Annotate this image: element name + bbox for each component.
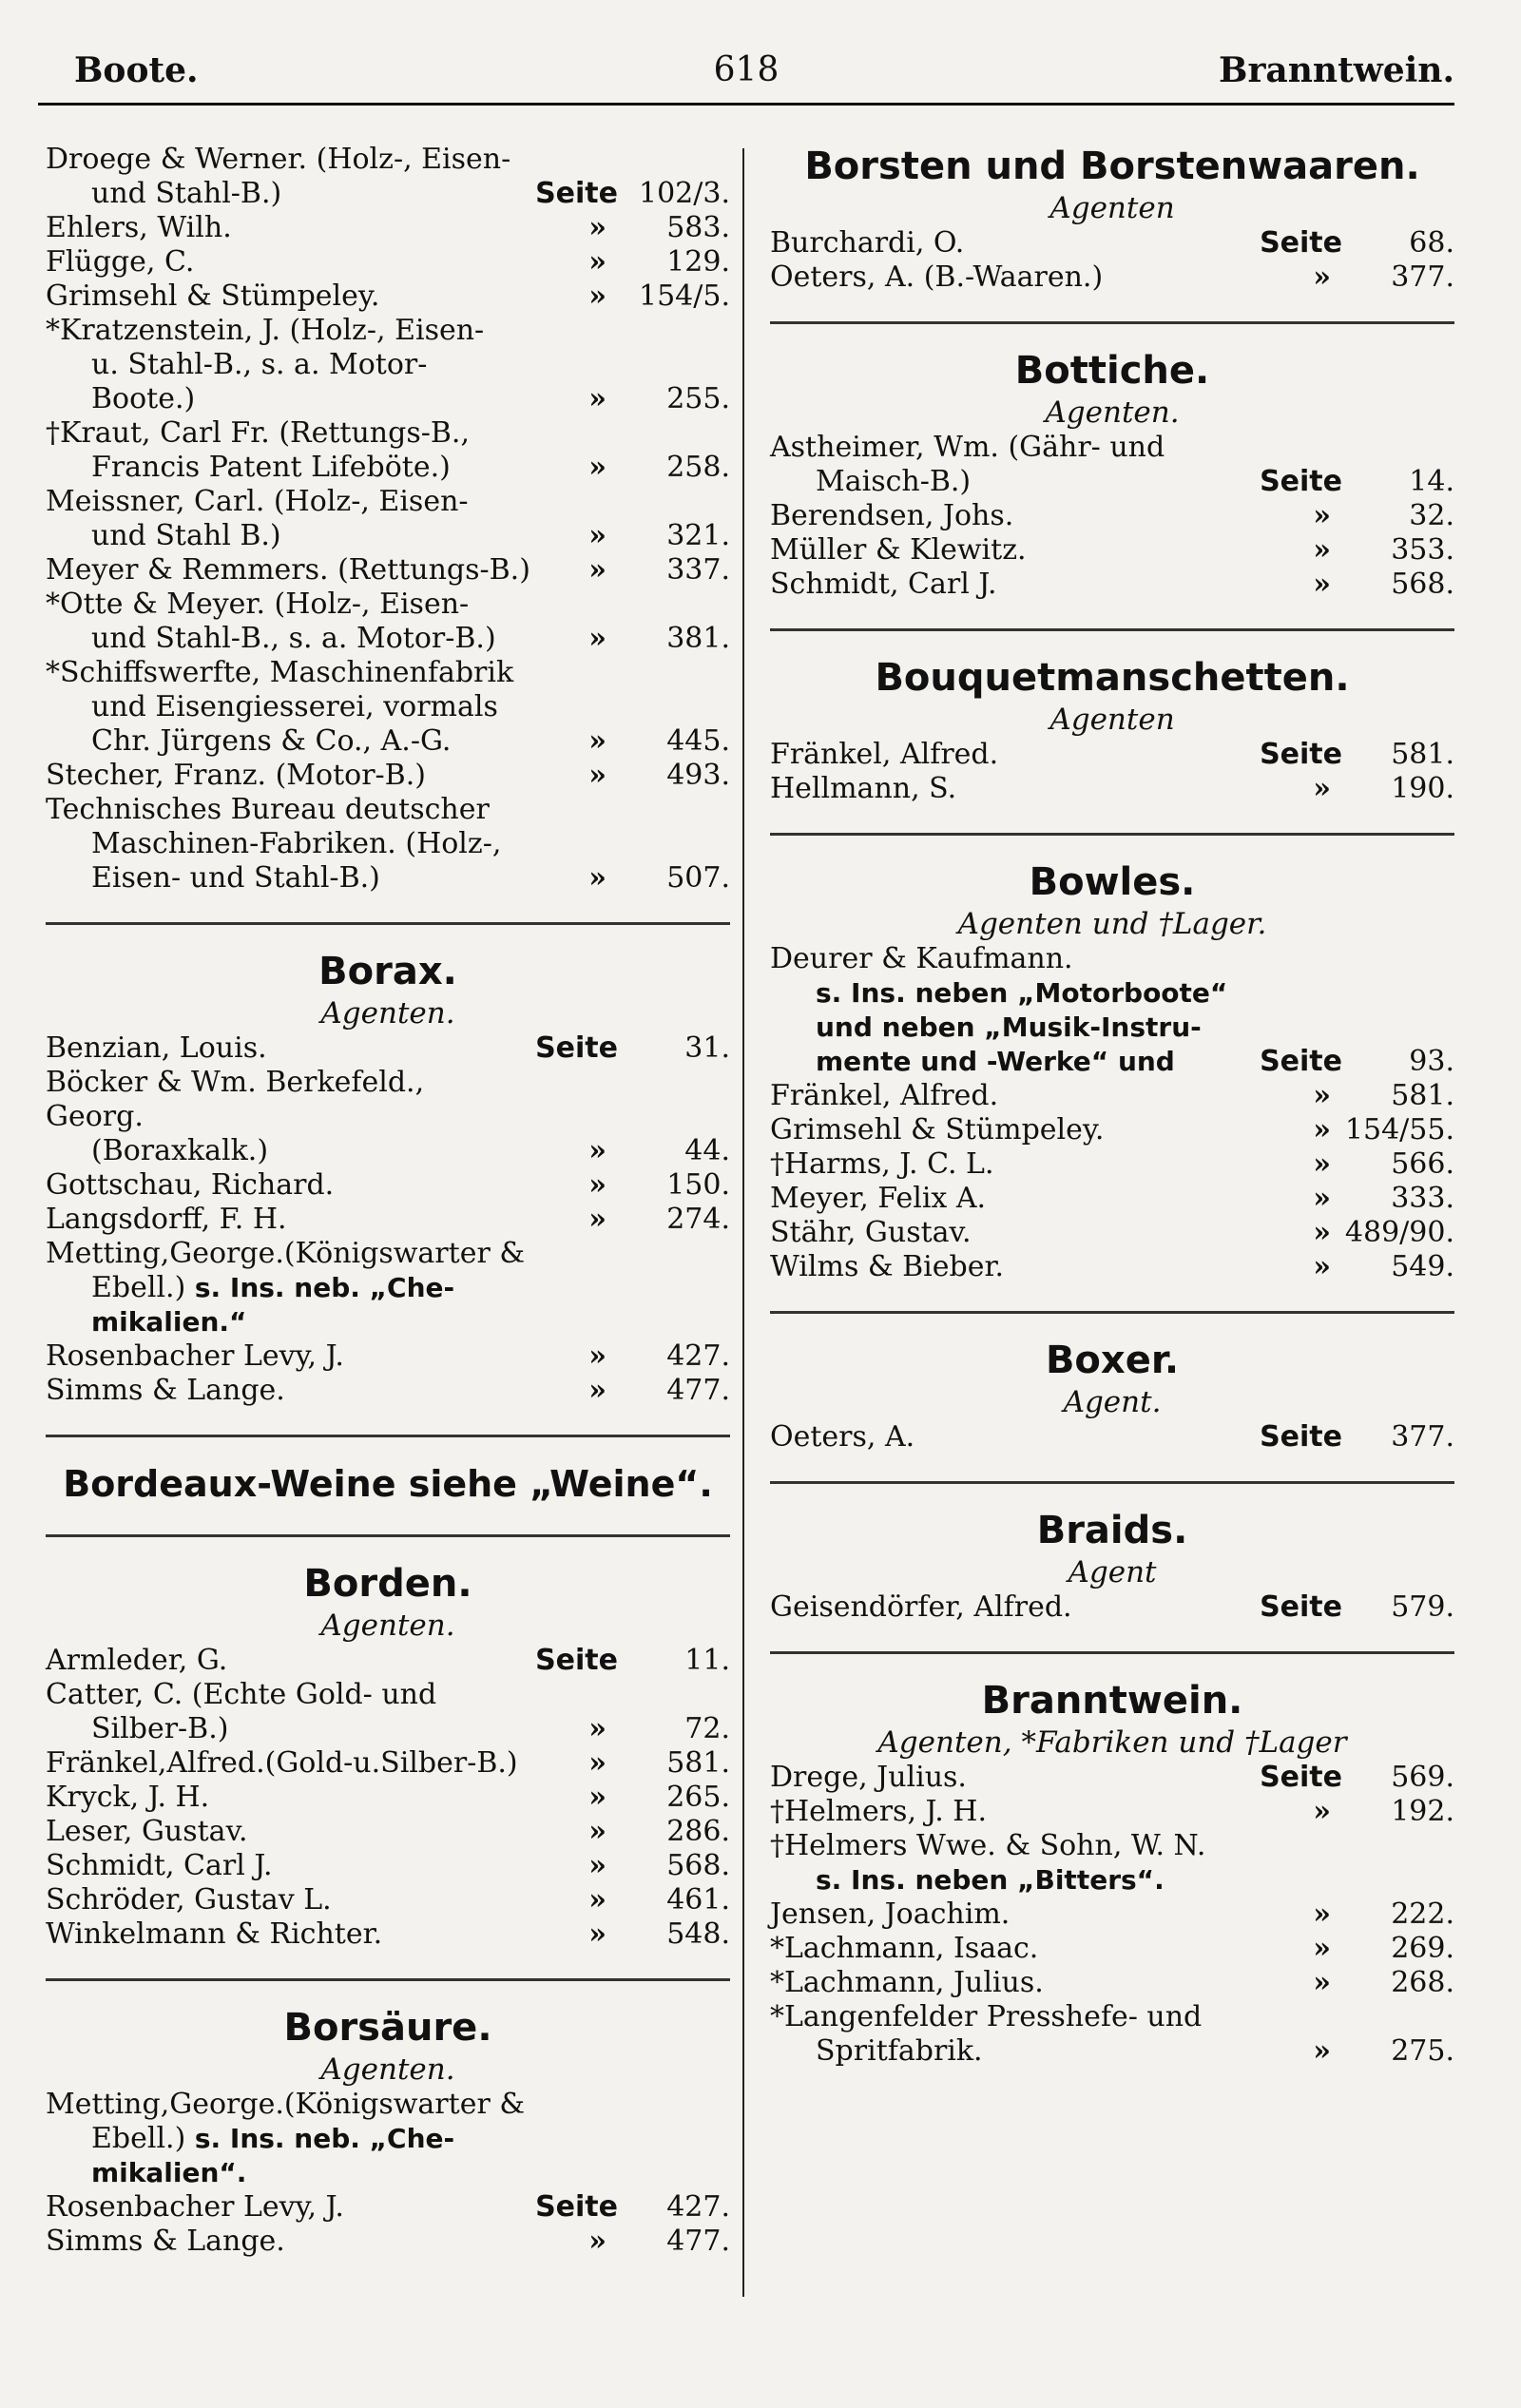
entry-name: Spritfabrik. bbox=[816, 2034, 983, 2068]
page-reference: 493. bbox=[666, 759, 730, 792]
index-entry bbox=[770, 1216, 1454, 1250]
section-title: Borsten und Borstenwaaren. bbox=[804, 144, 1420, 188]
entry-list bbox=[46, 1339, 730, 1408]
page-reference: 489/90. bbox=[1344, 1216, 1454, 1249]
page-reference: 581. bbox=[666, 1746, 730, 1780]
page-reference: 337. bbox=[666, 553, 730, 587]
index-entry bbox=[770, 568, 1454, 602]
entry-name: Ebell.) bbox=[91, 1271, 186, 1304]
entry-name: (Boraxkalk.) bbox=[91, 1134, 269, 1167]
entry-list bbox=[770, 431, 1454, 602]
page-label: » bbox=[588, 1883, 606, 1917]
page-reference: 333. bbox=[1391, 1182, 1454, 1215]
entry-list bbox=[770, 1079, 1454, 1284]
page-reference: 549. bbox=[1391, 1250, 1454, 1283]
entry-name: Meissner, Carl. (Holz-, Eisen- bbox=[46, 485, 469, 518]
page-label: » bbox=[1313, 1182, 1331, 1215]
entry-name: Schmidt, Carl J. bbox=[46, 1849, 273, 1882]
entry-name: Simms & Lange. bbox=[46, 2225, 285, 2258]
index-entry bbox=[46, 314, 730, 416]
index-entry bbox=[770, 1250, 1454, 1284]
index-entry bbox=[46, 588, 730, 656]
page-reference: 222. bbox=[1391, 1898, 1454, 1931]
entry-list bbox=[46, 1644, 730, 1952]
index-entry bbox=[770, 1079, 1454, 1113]
entry-name: †Helmers, J. H. bbox=[770, 1795, 987, 1828]
index-entry bbox=[770, 1420, 1454, 1454]
section-rule bbox=[46, 1435, 730, 1437]
index-entry bbox=[46, 1031, 730, 1066]
index-entry bbox=[46, 656, 730, 759]
page-reference: 427. bbox=[666, 2190, 730, 2224]
entry-name: Chr. Jürgens & Co., A.-G. bbox=[91, 724, 452, 758]
page-label: » bbox=[588, 245, 606, 279]
section-bottiche bbox=[770, 347, 1454, 602]
section-rule bbox=[46, 922, 730, 925]
entry-list bbox=[770, 226, 1454, 295]
index-entry bbox=[770, 260, 1454, 295]
page-reference: 377. bbox=[1391, 260, 1454, 294]
index-entry bbox=[46, 793, 730, 896]
index-entry bbox=[46, 2088, 730, 2190]
page-reference: 286. bbox=[666, 1815, 730, 1848]
section-title: Branntwein. bbox=[981, 1679, 1243, 1723]
page-label: Seite bbox=[1260, 1045, 1342, 1078]
page-label: » bbox=[1313, 260, 1331, 294]
page-reference: 477. bbox=[666, 2225, 730, 2258]
entry-name: Rosenbacher Levy, J. bbox=[46, 1339, 344, 1373]
entry-name: †Kraut, Carl Fr. (Rettungs-B., bbox=[46, 416, 470, 450]
section-title: Borden. bbox=[303, 1562, 472, 1606]
entry-name: Maschinen-Fabriken. (Holz-, bbox=[91, 827, 502, 860]
page-label: » bbox=[588, 1339, 606, 1373]
page-number: 618 bbox=[713, 50, 780, 89]
index-entry bbox=[770, 1761, 1454, 1795]
page-label: » bbox=[588, 1917, 606, 1951]
page-label: » bbox=[1313, 1250, 1331, 1283]
index-entry bbox=[770, 1829, 1454, 1898]
section-subtitle: Agenten bbox=[1049, 191, 1175, 225]
entry-name: *Schiffswerfte, Maschinenfabrik bbox=[46, 656, 514, 689]
section-subtitle: Agent. bbox=[1063, 1385, 1162, 1419]
entry-name: Grimsehl & Stümpeley. bbox=[770, 1113, 1105, 1146]
page-reference: 566. bbox=[1391, 1147, 1454, 1181]
page-label: Seite bbox=[535, 2190, 618, 2224]
entry-name: *Lachmann, Julius. bbox=[770, 1966, 1044, 1999]
index-entry bbox=[770, 2000, 1454, 2069]
page-label: » bbox=[1313, 1932, 1331, 1965]
index-entry bbox=[770, 499, 1454, 533]
page-label: Seite bbox=[1260, 465, 1342, 498]
insert-note: mente und -Werke“ und bbox=[816, 1046, 1175, 1077]
page-label: » bbox=[588, 1168, 606, 1202]
entry-name: Meyer, Felix A. bbox=[770, 1182, 987, 1215]
section-title: Boxer. bbox=[1045, 1339, 1180, 1382]
entry-name: Oeters, A. bbox=[770, 1420, 915, 1454]
index-entry bbox=[46, 1203, 730, 1237]
page-label: » bbox=[588, 861, 606, 895]
page-reference: 275. bbox=[1391, 2034, 1454, 2068]
entry-name: Silber-B.) bbox=[91, 1712, 229, 1745]
page-reference: 569. bbox=[1391, 1761, 1454, 1794]
index-entry bbox=[46, 1168, 730, 1203]
entry-name: Geisendörfer, Alfred. bbox=[770, 1590, 1072, 1624]
page-reference: 568. bbox=[666, 1849, 730, 1882]
entry-name: Fränkel,Alfred.(Gold-u.Silber-B.) bbox=[46, 1746, 518, 1780]
page-label: » bbox=[588, 519, 606, 552]
page-label: » bbox=[1313, 499, 1331, 532]
page-reference: 255. bbox=[666, 382, 730, 415]
page-reference: 192. bbox=[1391, 1795, 1454, 1828]
index-entry bbox=[770, 942, 1454, 1079]
index-entry bbox=[770, 1590, 1454, 1625]
page-label: » bbox=[588, 279, 606, 313]
section-rule bbox=[770, 1481, 1454, 1484]
page-label: » bbox=[588, 382, 606, 415]
index-entry bbox=[770, 1795, 1454, 1829]
section-subtitle: Agenten bbox=[1049, 703, 1175, 737]
page-reference: 11. bbox=[684, 1644, 730, 1677]
section-subtitle: Agent bbox=[1068, 1555, 1157, 1589]
left-column bbox=[46, 143, 730, 2259]
index-entry bbox=[46, 416, 730, 485]
page-label: » bbox=[588, 1849, 606, 1882]
index-entry bbox=[770, 1898, 1454, 1932]
page-label: Seite bbox=[535, 177, 618, 210]
index-entry bbox=[770, 1932, 1454, 1966]
page-label: Seite bbox=[535, 1031, 618, 1065]
page-reference: 568. bbox=[1391, 568, 1454, 601]
entry-name: Berendsen, Johs. bbox=[770, 499, 1014, 532]
index-entry bbox=[46, 1883, 730, 1917]
section-boxer bbox=[770, 1337, 1454, 1454]
page-label: » bbox=[1313, 1966, 1331, 1999]
index-entry bbox=[46, 553, 730, 588]
section-braids bbox=[770, 1507, 1454, 1625]
page-label: Seite bbox=[1260, 1420, 1342, 1454]
page-reference: 258. bbox=[666, 451, 730, 484]
page-reference: 265. bbox=[666, 1781, 730, 1814]
index-entry bbox=[770, 738, 1454, 772]
page-label: » bbox=[588, 1712, 606, 1745]
insert-note: s. Ins. neb. „Che- bbox=[194, 2123, 455, 2154]
insert-note: und neben „Musik-Instru- bbox=[816, 1011, 1202, 1043]
page-label: Seite bbox=[1260, 1590, 1342, 1624]
index-entry bbox=[46, 279, 730, 314]
index-entry bbox=[46, 2190, 730, 2225]
entry-name: Müller & Klewitz. bbox=[770, 533, 1027, 567]
index-entry bbox=[46, 211, 730, 245]
page-reference: 581. bbox=[1391, 738, 1454, 771]
page-reference: 353. bbox=[1391, 533, 1454, 567]
page-label: » bbox=[588, 1374, 606, 1407]
entry-name: Droege & Werner. (Holz-, Eisen- bbox=[46, 143, 511, 176]
index-entry bbox=[770, 1147, 1454, 1182]
entry-name: und Stahl B.) bbox=[91, 519, 281, 552]
page-label: Seite bbox=[1260, 226, 1342, 260]
section-borsaeure bbox=[46, 2004, 730, 2259]
section-subtitle: Agenten. bbox=[320, 1609, 455, 1643]
page-label: » bbox=[1313, 533, 1331, 567]
index-entry bbox=[770, 533, 1454, 568]
index-entry bbox=[46, 1815, 730, 1849]
entry-list bbox=[46, 2190, 730, 2259]
entry-name: Leser, Gustav. bbox=[46, 1815, 248, 1848]
page-label: » bbox=[588, 451, 606, 484]
right-column bbox=[770, 143, 1454, 2069]
page-reference: 154/5. bbox=[639, 279, 730, 313]
page-reference: 274. bbox=[666, 1203, 730, 1236]
cross-reference: Bordeaux-Weine siehe „Weine“. bbox=[63, 1463, 713, 1505]
section-rule bbox=[46, 1534, 730, 1537]
entry-name: Flügge, C. bbox=[46, 245, 195, 279]
page-reference: 377. bbox=[1391, 1420, 1454, 1454]
section-borden bbox=[46, 1560, 730, 1952]
page-label: » bbox=[1313, 1216, 1331, 1249]
entry-name: Eisen- und Stahl-B.) bbox=[91, 861, 380, 895]
page-label: » bbox=[588, 759, 606, 792]
section-title: Borsäure. bbox=[283, 2006, 492, 2050]
entry-name: Stähr, Gustav. bbox=[770, 1216, 972, 1249]
entry-list bbox=[46, 1031, 730, 1237]
entry-name: Drege, Julius. bbox=[770, 1761, 967, 1794]
entry-list bbox=[770, 738, 1454, 806]
entry-name: Deurer & Kaufmann. bbox=[770, 942, 1073, 975]
page-reference: 44. bbox=[684, 1134, 730, 1167]
page-label: » bbox=[1313, 1079, 1331, 1112]
entry-name: Astheimer, Wm. (Gähr- und bbox=[770, 431, 1165, 464]
page-label: » bbox=[1313, 772, 1331, 805]
page-reference: 14. bbox=[1409, 465, 1454, 498]
section-subtitle: Agenten, *Fabriken und †Lager bbox=[877, 1725, 1347, 1760]
page-header bbox=[38, 44, 1454, 101]
entry-name: *Langenfelder Presshefe- und bbox=[770, 2000, 1203, 2033]
index-entry bbox=[46, 1237, 730, 1339]
page-reference: 579. bbox=[1391, 1590, 1454, 1624]
entry-name: Armleder, G. bbox=[46, 1644, 228, 1677]
section-subtitle: Agenten. bbox=[1045, 395, 1180, 430]
header-rule bbox=[38, 103, 1454, 106]
entry-name: Winkelmann & Richter. bbox=[46, 1917, 383, 1951]
page-reference: 154/55. bbox=[1344, 1113, 1454, 1146]
page-label: Seite bbox=[1260, 1761, 1342, 1794]
page-label: » bbox=[1313, 1113, 1331, 1146]
index-entry bbox=[46, 2225, 730, 2259]
index-entry bbox=[770, 226, 1454, 260]
entry-name: †Harms, J. C. L. bbox=[770, 1147, 994, 1181]
entry-list bbox=[770, 1590, 1454, 1625]
insert-note: s. Ins. neben „Motorboote“ bbox=[816, 977, 1228, 1009]
index-entry bbox=[46, 1339, 730, 1374]
entry-name: Kryck, J. H. bbox=[46, 1781, 210, 1814]
page-reference: 150. bbox=[666, 1168, 730, 1202]
page-label: » bbox=[588, 1203, 606, 1236]
index-entry bbox=[46, 245, 730, 279]
running-head-right: Branntwein. bbox=[1219, 50, 1454, 90]
index-entry bbox=[770, 1966, 1454, 2000]
entry-name: Rosenbacher Levy, J. bbox=[46, 2190, 344, 2224]
page-label: » bbox=[588, 2225, 606, 2258]
entry-name: Böcker & Wm. Berkefeld., Georg. bbox=[46, 1066, 425, 1133]
page-reference: 31. bbox=[684, 1031, 730, 1065]
section-rule bbox=[770, 628, 1454, 631]
entry-name: Catter, C. (Echte Gold- und bbox=[46, 1678, 437, 1711]
entry-name: und Eisengiesserei, vormals bbox=[91, 690, 498, 723]
insert-note: mikalien“. bbox=[91, 2157, 247, 2188]
entry-list bbox=[770, 1761, 1454, 1829]
section-rule bbox=[770, 321, 1454, 324]
page-label: » bbox=[588, 1746, 606, 1780]
entry-name: Schröder, Gustav L. bbox=[46, 1883, 332, 1917]
entry-name: Jensen, Joachim. bbox=[770, 1898, 1011, 1931]
page-reference: 93. bbox=[1409, 1045, 1454, 1078]
column-divider bbox=[742, 148, 744, 2297]
section-title: Bottiche. bbox=[1014, 349, 1210, 393]
entry-name: Wilms & Bieber. bbox=[770, 1250, 1005, 1283]
index-entry bbox=[770, 431, 1454, 499]
section-subtitle: Agenten. bbox=[320, 2052, 455, 2087]
section-title: Bowles. bbox=[1029, 860, 1196, 904]
page-label: » bbox=[588, 622, 606, 655]
entry-name: Schmidt, Carl J. bbox=[770, 568, 997, 601]
index-entry bbox=[46, 1917, 730, 1952]
section-rule bbox=[46, 1978, 730, 1981]
entry-name: Francis Patent Lifeböte.) bbox=[91, 451, 451, 484]
index-entry bbox=[46, 1849, 730, 1883]
index-entry bbox=[46, 1374, 730, 1408]
entry-name: Maisch-B.) bbox=[816, 465, 972, 498]
entry-name: u. Stahl-B., s. a. Motor-Boote.) bbox=[91, 348, 428, 415]
entry-name: Langsdorff, F. H. bbox=[46, 1203, 287, 1236]
page-reference: 507. bbox=[666, 861, 730, 895]
index-entry bbox=[46, 143, 730, 211]
page-label: Seite bbox=[535, 1644, 618, 1677]
page-reference: 129. bbox=[666, 245, 730, 279]
page-reference: 427. bbox=[666, 1339, 730, 1373]
page-label: » bbox=[1313, 1795, 1331, 1828]
entry-name: Stecher, Franz. (Motor-B.) bbox=[46, 759, 426, 792]
entry-name: Fränkel, Alfred. bbox=[770, 1079, 999, 1112]
index-entry bbox=[46, 1678, 730, 1746]
page-label: » bbox=[1313, 1147, 1331, 1181]
entry-name: Metting,George.(Königswarter & bbox=[46, 1237, 526, 1270]
page-reference: 32. bbox=[1409, 499, 1454, 532]
page-label: » bbox=[588, 1134, 606, 1167]
insert-note: s. Ins. neb. „Che- bbox=[194, 1272, 455, 1303]
insert-note: s. Ins. neben „Bitters“. bbox=[816, 1864, 1165, 1896]
page-reference: 68. bbox=[1409, 226, 1454, 260]
index-entry bbox=[770, 1113, 1454, 1147]
entry-list bbox=[770, 1420, 1454, 1454]
page-label: » bbox=[588, 1781, 606, 1814]
index-entry bbox=[770, 1182, 1454, 1216]
page-label: » bbox=[588, 1815, 606, 1848]
entry-name: †Helmers Wwe. & Sohn, W. N. bbox=[770, 1829, 1206, 1862]
section-boote bbox=[46, 143, 730, 896]
page-reference: 581. bbox=[1391, 1079, 1454, 1112]
section-bouquetmanschetten bbox=[770, 654, 1454, 806]
section-borsten bbox=[770, 143, 1454, 295]
entry-name: Benzian, Louis. bbox=[46, 1031, 267, 1065]
entry-name: Ehlers, Wilh. bbox=[46, 211, 232, 244]
section-subtitle: Agenten und †Lager. bbox=[957, 907, 1267, 941]
page-label: Seite bbox=[1260, 738, 1342, 771]
entry-name: Simms & Lange. bbox=[46, 1374, 285, 1407]
index-entry bbox=[46, 1066, 730, 1168]
index-entry bbox=[46, 1781, 730, 1815]
section-subtitle: Agenten. bbox=[320, 996, 455, 1031]
page-reference: 321. bbox=[666, 519, 730, 552]
page-reference: 461. bbox=[666, 1883, 730, 1917]
index-entry bbox=[46, 1644, 730, 1678]
entry-name: *Lachmann, Isaac. bbox=[770, 1932, 1039, 1965]
index-entry bbox=[770, 772, 1454, 806]
page-reference: 445. bbox=[666, 724, 730, 758]
page-label: » bbox=[588, 553, 606, 587]
page-reference: 269. bbox=[1391, 1932, 1454, 1965]
entry-name: Oeters, A. (B.-Waaren.) bbox=[770, 260, 1104, 294]
entry-name: und Stahl-B., s. a. Motor-B.) bbox=[91, 622, 496, 655]
page-label: » bbox=[588, 211, 606, 244]
entry-name: Meyer & Remmers. (Rettungs-B.) bbox=[46, 553, 530, 587]
index-entry bbox=[46, 1746, 730, 1781]
entry-name: Technisches Bureau deutscher bbox=[46, 793, 490, 826]
section-rule bbox=[770, 1651, 1454, 1654]
index-entry bbox=[46, 485, 730, 553]
page-reference: 102/3. bbox=[639, 177, 730, 210]
insert-note: mikalien.“ bbox=[91, 1306, 247, 1338]
entry-name: *Kratzenstein, J. (Holz-, Eisen- bbox=[46, 314, 485, 347]
page-reference: 190. bbox=[1391, 772, 1454, 805]
section-borax bbox=[46, 948, 730, 1408]
page-reference: 548. bbox=[666, 1917, 730, 1951]
section-rule bbox=[770, 1311, 1454, 1314]
entry-name: Ebell.) bbox=[91, 2122, 186, 2155]
section-branntwein bbox=[770, 1677, 1454, 2069]
section-bowles bbox=[770, 858, 1454, 1284]
entry-name: Fränkel, Alfred. bbox=[770, 738, 999, 771]
entry-name: Metting,George.(Königswarter & bbox=[46, 2088, 526, 2121]
page-label: » bbox=[1313, 1898, 1331, 1931]
page-reference: 268. bbox=[1391, 1966, 1454, 1999]
page-reference: 72. bbox=[684, 1712, 730, 1745]
page-label: » bbox=[588, 724, 606, 758]
running-head-left: Boote. bbox=[74, 50, 199, 90]
index-entry bbox=[46, 759, 730, 793]
page-reference: 583. bbox=[666, 211, 730, 244]
entry-list bbox=[770, 1898, 1454, 2069]
section-title: Bouquetmanschetten. bbox=[875, 656, 1350, 700]
entry-name: Gottschau, Richard. bbox=[46, 1168, 335, 1202]
entry-name: und Stahl-B.) bbox=[91, 177, 282, 210]
section-title: Braids. bbox=[1036, 1509, 1188, 1552]
entry-name: Grimsehl & Stümpeley. bbox=[46, 279, 380, 313]
page-reference: 477. bbox=[666, 1374, 730, 1407]
entry-name: Hellmann, S. bbox=[770, 772, 957, 805]
page-label: » bbox=[1313, 568, 1331, 601]
section-rule bbox=[770, 833, 1454, 836]
page-reference: 381. bbox=[666, 622, 730, 655]
page-label: » bbox=[1313, 2034, 1331, 2068]
entry-name: Burchardi, O. bbox=[770, 226, 965, 260]
entry-name: *Otte & Meyer. (Holz-, Eisen- bbox=[46, 588, 470, 621]
section-title: Borax. bbox=[318, 950, 457, 993]
